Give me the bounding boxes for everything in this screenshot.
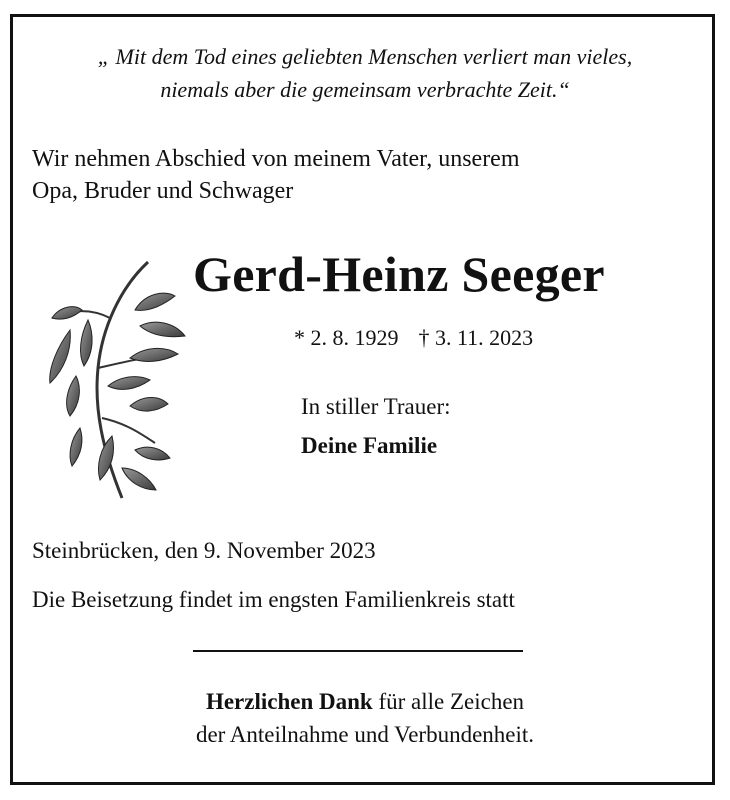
intro-line-2: Opa, Bruder und Schwager — [32, 178, 294, 204]
memorial-quote — [0, 40, 730, 106]
quote-line-1: „ Mit dem Tod eines geliebten Menschen verliert man vieles, — [97, 44, 633, 69]
thanks-rest: für alle Zeichen — [372, 689, 525, 714]
thanks-bold: Herzlichen Dank — [205, 689, 373, 714]
life-dates — [294, 325, 533, 351]
intro-line-1: Wir nehmen Abschied von meinem Vater, unserem — [32, 146, 520, 172]
thanks-message — [0, 685, 730, 751]
thanks-line-1 — [0, 685, 730, 718]
farewell-intro — [32, 143, 520, 207]
birth-date: * 2. 8. 1929 — [294, 325, 399, 350]
quote-line-2: niemals aber die gemeinsam verbrachte Zeit.“ — [160, 77, 570, 102]
family-signature: Deine Familie — [301, 433, 438, 458]
thanks-line-2: der Anteilnahme und Verbundenheit. — [195, 722, 535, 747]
place-and-date: Steinbrücken, den 9. November 2023 — [32, 538, 376, 563]
burial-note: Die Beisetzung findet im engsten Familienkreis statt — [32, 587, 515, 612]
leaf-branch-icon — [40, 258, 190, 508]
deceased-name: Gerd-Heinz Seeger — [193, 246, 605, 302]
divider-line — [193, 650, 523, 652]
mourning-line: In stiller Trauer: — [301, 394, 451, 419]
death-date: † 3. 11. 2023 — [418, 325, 534, 350]
